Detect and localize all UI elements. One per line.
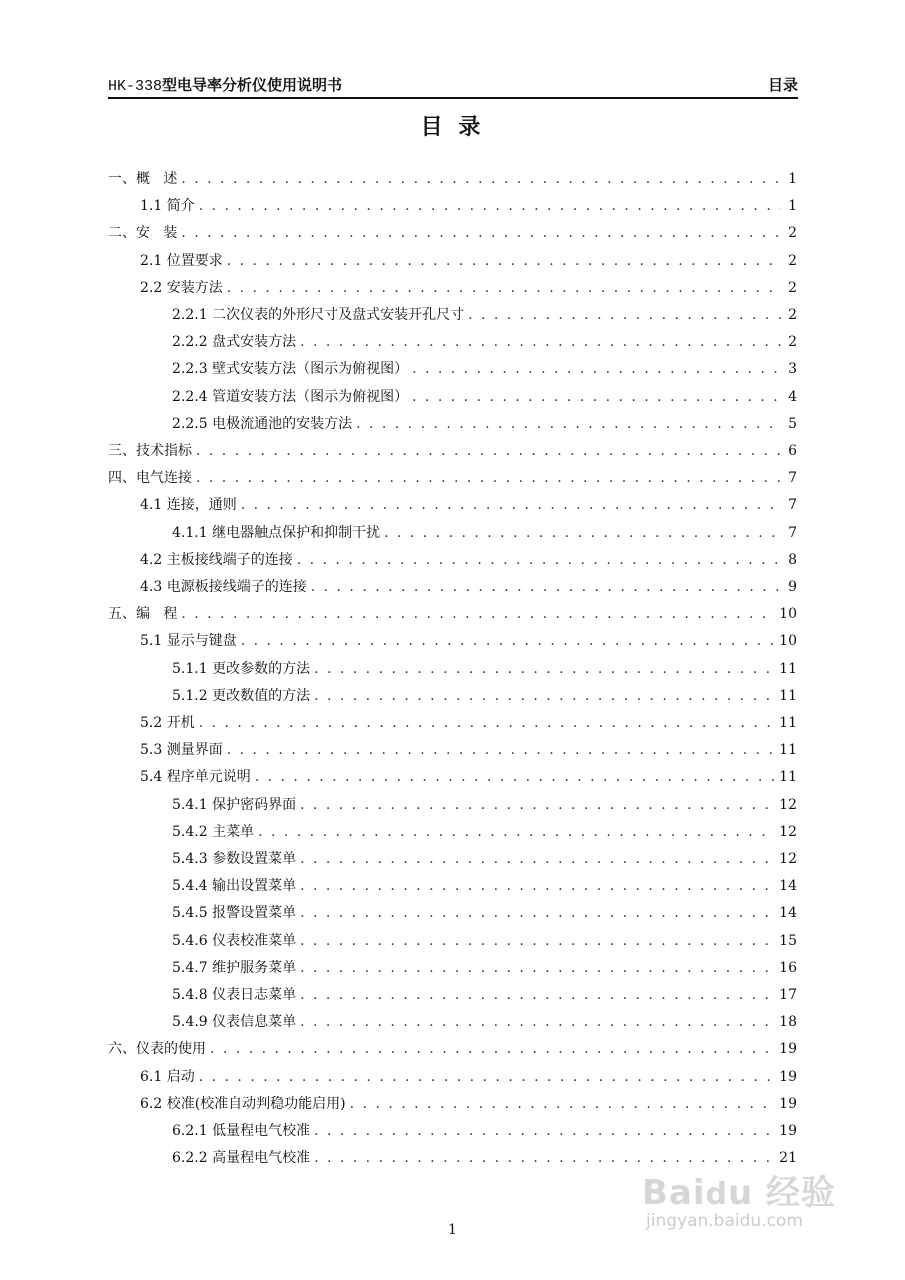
toc-entry-label: 5.1 显示与键盘 xyxy=(140,633,237,650)
toc-leader-dots xyxy=(210,1041,775,1057)
toc-entry-page: 14 xyxy=(779,878,797,895)
header-rule xyxy=(108,97,798,99)
toc-entry-label: 2.2.5 电极流通池的安装方法 xyxy=(172,415,353,432)
toc-entry xyxy=(172,386,797,412)
toc-leader-dots xyxy=(356,416,781,432)
toc-entry-page: 5 xyxy=(788,415,797,432)
toc-entry-page: 11 xyxy=(779,715,797,731)
toc-entry-label: 5.4.8 仪表日志菜单 xyxy=(172,987,297,1003)
toc-entry xyxy=(172,331,797,357)
toc-entry-label: 5.1.1 更改参数的方法 xyxy=(172,660,311,677)
watermark-url: jingyan.baidu.com xyxy=(646,1211,803,1231)
toc-entry-label: 5.4.9 仪表信息菜单 xyxy=(172,1014,297,1031)
toc-entry-label: 5.4.3 参数设置菜单 xyxy=(172,851,297,867)
toc-entry-label: 4.3 电源板接线端子的连接 xyxy=(140,579,307,595)
toc-leader-dots xyxy=(384,525,781,541)
toc-entry xyxy=(172,848,797,874)
toc-leader-dots xyxy=(300,1014,775,1030)
toc-leader-dots xyxy=(181,225,781,241)
toc-entry-label: 5.3 测量界面 xyxy=(140,742,223,759)
toc-leader-dots xyxy=(300,851,775,867)
toc-leader-dots xyxy=(181,606,775,622)
toc-entry xyxy=(172,902,797,928)
toc-leader-dots xyxy=(350,1096,776,1112)
header-title: 型电导率分析仪使用说明书 xyxy=(162,76,343,94)
toc-entry-page: 7 xyxy=(788,524,797,541)
toc-entry xyxy=(172,875,797,901)
toc-entry-page: 19 xyxy=(779,1123,797,1139)
toc-entry-label: 1.1 简介 xyxy=(140,198,195,215)
toc-leader-dots xyxy=(311,579,781,595)
toc-entry-page: 9 xyxy=(788,579,797,595)
toc-entry xyxy=(172,984,797,1010)
toc-entry xyxy=(172,358,797,384)
toc-leader-dots xyxy=(300,933,775,949)
header-document-title xyxy=(108,74,342,95)
toc-entry xyxy=(140,277,797,303)
toc-leader-dots xyxy=(241,497,781,513)
toc-leader-dots xyxy=(300,987,775,1003)
toc-entry xyxy=(108,222,797,248)
toc-entry-label: 五、编 程 xyxy=(108,606,178,623)
toc-entry xyxy=(140,712,797,738)
header-section: 目录 xyxy=(767,76,798,94)
toc-entry xyxy=(172,1011,797,1037)
toc-entry-label: 6.2 校准(校准自动判稳功能启用) xyxy=(140,1095,346,1112)
toc-entry-page: 7 xyxy=(788,497,797,514)
toc-entry-label: 四、电气连接 xyxy=(108,470,192,487)
toc-leader-dots xyxy=(196,470,781,486)
toc-leader-dots xyxy=(300,905,775,921)
toc-entry-label: 2.2 安装方法 xyxy=(140,279,223,296)
toc-entry-page: 17 xyxy=(779,987,797,1003)
toc-leader-dots xyxy=(300,334,781,350)
toc-entry-label: 5.4.1 保护密码界面 xyxy=(172,796,297,813)
toc-leader-dots xyxy=(258,824,775,840)
toc-entry-page: 12 xyxy=(779,851,797,867)
toc-entry xyxy=(140,1066,797,1092)
toc-leader-dots xyxy=(300,878,775,894)
toc-leader-dots xyxy=(199,715,775,731)
toc-entry xyxy=(172,413,797,439)
toc-entry xyxy=(140,576,797,602)
toc-entry-label: 4.1.1 继电器触点保护和抑制干扰 xyxy=(172,524,381,541)
toc-leader-dots xyxy=(468,307,781,323)
toc-entry xyxy=(172,957,797,983)
toc-entry-page: 2 xyxy=(788,307,797,323)
toc-entry-label: 5.4.2 主菜单 xyxy=(172,823,255,840)
toc-entry-label: 2.2.4 管道安装方法（图示为俯视图） xyxy=(172,388,409,405)
toc-entry-label: 5.4.4 输出设置菜单 xyxy=(172,878,297,895)
toc-entry-page: 1 xyxy=(788,171,797,187)
toc-entry-page: 14 xyxy=(779,905,797,922)
toc-entry-page: 2 xyxy=(788,279,797,296)
toc-entry xyxy=(108,168,797,194)
toc-entry-page: 12 xyxy=(779,796,797,813)
toc-entry xyxy=(140,766,797,792)
toc-leader-dots xyxy=(412,389,781,405)
running-header xyxy=(108,72,798,96)
toc-entry-page: 11 xyxy=(779,769,797,786)
toc-entry-label: 2.2.3 壁式安装方法（图示为俯视图） xyxy=(172,361,409,378)
watermark-logo: Baidu 经验 xyxy=(642,1173,837,1213)
toc-entry-label: 5.4.5 报警设置菜单 xyxy=(172,905,297,922)
page-number: 1 xyxy=(448,1222,457,1238)
baidu-jingyan-watermark xyxy=(640,1165,880,1245)
toc-entry xyxy=(172,930,797,956)
toc-leader-dots xyxy=(199,1069,775,1085)
toc-entry-page: 16 xyxy=(779,959,797,976)
toc-entry xyxy=(108,467,797,493)
toc-entry-page: 19 xyxy=(779,1041,797,1058)
toc-entry-page: 6 xyxy=(788,443,797,459)
toc-leader-dots xyxy=(412,361,781,377)
toc-entry xyxy=(140,630,797,656)
toc-entry-label: 六、仪表的使用 xyxy=(108,1041,206,1058)
toc-entry-page: 19 xyxy=(779,1068,797,1085)
toc-entry-page: 11 xyxy=(779,687,797,704)
toc-entry-label: 5.1.2 更改数值的方法 xyxy=(172,687,311,704)
toc-entry xyxy=(140,195,797,221)
toc-leader-dots xyxy=(227,253,781,269)
toc-entry-page: 7 xyxy=(788,470,797,487)
toc-entry xyxy=(140,250,797,276)
toc-entry-page: 1 xyxy=(788,198,797,215)
toc-entry xyxy=(108,603,797,629)
toc-leader-dots xyxy=(196,443,781,459)
toc-entry-label: 5.2 开机 xyxy=(140,715,195,731)
toc-entry-label: 一、概 述 xyxy=(108,171,178,187)
toc-leader-dots xyxy=(181,171,781,187)
header-model: HK-338 xyxy=(108,78,163,95)
toc-leader-dots xyxy=(199,198,781,214)
toc-entry-page: 3 xyxy=(788,361,797,378)
toc-entry-page: 12 xyxy=(779,823,797,840)
toc-leader-dots xyxy=(314,688,775,704)
toc-entry xyxy=(172,794,797,820)
toc-leader-dots xyxy=(297,552,781,568)
page-title: 目 录 xyxy=(420,115,485,140)
toc-entry-page: 19 xyxy=(779,1095,797,1112)
toc-entry xyxy=(172,522,797,548)
toc-leader-dots xyxy=(227,742,775,758)
toc-entry-page: 15 xyxy=(779,932,797,949)
toc-leader-dots xyxy=(314,1123,775,1139)
toc-entry-label: 2.2.2 盘式安装方法 xyxy=(172,334,297,351)
toc-entry xyxy=(140,549,797,575)
toc-entry-label: 2.2.1 二次仪表的外形尺寸及盘式安装开孔尺寸 xyxy=(172,307,465,323)
toc-entry-label: 6.2.2 高量程电气校准 xyxy=(172,1150,311,1167)
toc-leader-dots xyxy=(241,633,775,649)
toc-entry xyxy=(140,494,797,520)
toc-entry-page: 8 xyxy=(788,551,797,568)
toc-entry-page: 11 xyxy=(779,742,797,759)
toc-entry-label: 4.2 主板接线端子的连接 xyxy=(140,551,293,568)
toc-leader-dots xyxy=(300,797,775,813)
toc-leader-dots xyxy=(300,960,775,976)
toc-entry-label: 5.4.7 维护服务菜单 xyxy=(172,959,297,976)
toc-entry-page: 10 xyxy=(779,606,797,623)
toc-entry-page: 2 xyxy=(788,334,797,351)
toc-entry-label: 三、技术指标 xyxy=(108,443,192,459)
toc-entry-label: 4.1 连接，通则 xyxy=(140,497,237,514)
toc-entry-page: 21 xyxy=(779,1150,797,1167)
toc-leader-dots xyxy=(314,1150,775,1166)
toc-entry-label: 5.4.6 仪表校准菜单 xyxy=(172,932,297,949)
toc-entry xyxy=(140,1093,797,1119)
toc-entry-page: 11 xyxy=(779,660,797,677)
toc-leader-dots xyxy=(255,769,775,785)
toc-entry-page: 2 xyxy=(788,225,797,242)
toc-entry xyxy=(172,1120,797,1146)
toc-entry-label: 二、安 装 xyxy=(108,225,178,242)
toc-entry-page: 2 xyxy=(788,252,797,269)
toc-entry xyxy=(108,440,797,466)
toc-leader-dots xyxy=(314,661,775,677)
toc-entry xyxy=(172,304,797,330)
toc-leader-dots xyxy=(227,280,781,296)
toc-entry-page: 4 xyxy=(788,388,797,405)
toc-entry-label: 2.1 位置要求 xyxy=(140,252,223,269)
toc-entry xyxy=(172,685,797,711)
toc-entry xyxy=(172,658,797,684)
toc-entry-page: 18 xyxy=(779,1014,797,1031)
toc-entry-page: 10 xyxy=(779,633,797,650)
toc-entry xyxy=(140,739,797,765)
toc-entry xyxy=(108,1038,797,1064)
toc-entry-label: 5.4 程序单元说明 xyxy=(140,769,251,786)
toc-entry-label: 6.1 启动 xyxy=(140,1068,195,1085)
toc-entry xyxy=(172,821,797,847)
toc-entry-label: 6.2.1 低量程电气校准 xyxy=(172,1123,311,1139)
